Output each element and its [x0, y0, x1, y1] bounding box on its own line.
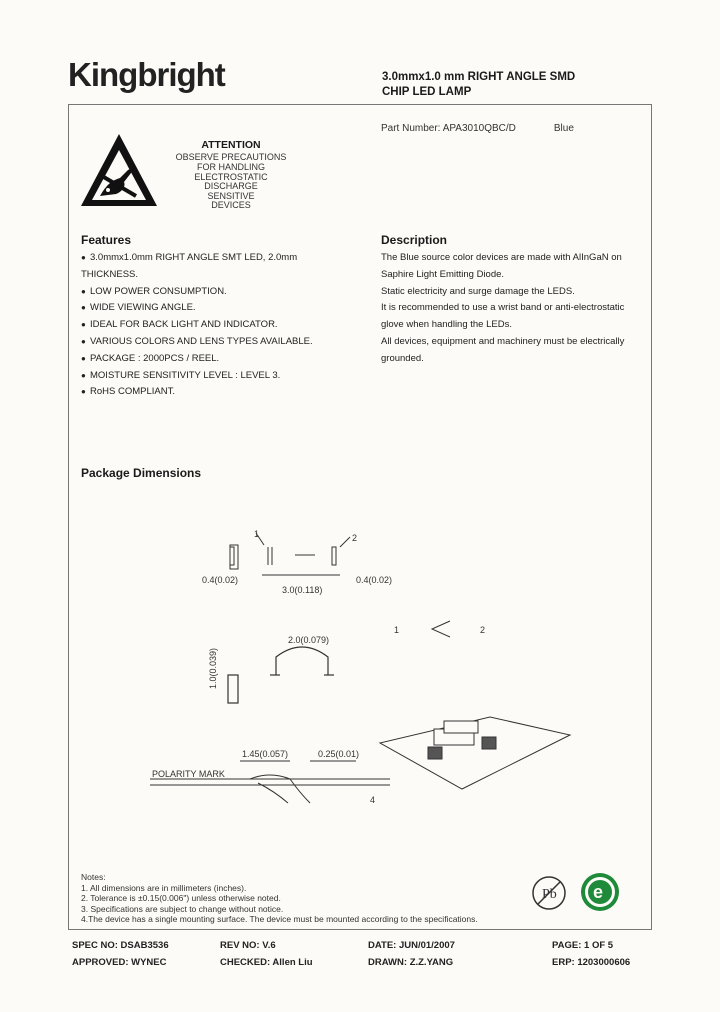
notes-block [81, 872, 478, 925]
esd-warning-icon [78, 130, 160, 210]
checked-by: CHECKED: Allen Liu [220, 957, 313, 968]
perspective-view [380, 717, 570, 789]
document-title [382, 70, 575, 100]
description-line: It is recommended to use a wrist band or anti-electrostatic [381, 302, 625, 314]
feature-item: ● IDEAL FOR BACK LIGHT AND INDICATOR. [81, 317, 351, 334]
revision-number: REV NO: V.6 [220, 940, 276, 951]
date: DATE: JUN/01/2007 [368, 940, 455, 951]
rohs-badge [578, 870, 622, 914]
note-line: 4.The device has a single mounting surface. The device must be mounted according to the specifications. [81, 914, 478, 924]
package-heading: Package Dimensions [81, 466, 202, 480]
top-view [230, 533, 350, 575]
pin1-label: 1 [254, 529, 260, 539]
pcb-dim-1: 1.45(0.057) [242, 749, 289, 759]
feature-item: ● WIDE VIEWING ANGLE. [81, 300, 351, 317]
attention-line: ELECTROSTATIC [194, 172, 268, 182]
brand-logo: Kingbright [68, 56, 225, 93]
approved-by: APPROVED: WYNEC [72, 957, 167, 968]
description-line: Static electricity and surge damage the LEDS. [381, 285, 575, 297]
polarity-label: 1 [394, 625, 400, 635]
attention-title: ATTENTION [201, 139, 261, 151]
side-dim-label: 1.0(0.039) [208, 647, 218, 689]
feature-item: ● VARIOUS COLORS AND LENS TYPES AVAILABLE. [81, 334, 351, 351]
feature-item: ● 3.0mmx1.0mm RIGHT ANGLE SMT LED, 2.0mm [81, 250, 351, 267]
note-ref: 4 [370, 795, 376, 805]
note-line: 3. Specifications are subject to change without notice. [81, 903, 284, 914]
description-line: All devices, equipment and machinery must be electrically [381, 335, 625, 347]
feature-item: ● MOISTURE SENSITIVITY LEVEL : LEVEL 3. [81, 368, 351, 385]
attention-line: DISCHARGE [204, 181, 258, 191]
package-drawing [150, 525, 580, 825]
notes-title: Notes: [81, 872, 106, 882]
page-number: PAGE: 1 OF 5 [552, 940, 614, 951]
description-text [381, 250, 651, 368]
pin2-label: 2 [352, 533, 358, 543]
spec-number: SPEC NO: DSAB3536 [72, 940, 169, 951]
note-line: 2. Tolerance is ±0.15(0.006") unless otherwise noted. [81, 893, 281, 903]
features-list [81, 250, 351, 401]
front-view [228, 647, 334, 703]
drawn-by: DRAWN: Z.Z.YANG [368, 957, 454, 968]
description-line: glove when handling the LEDs. [381, 319, 512, 331]
pb-badge-text: Pb [542, 887, 557, 902]
rohs-badge-text: e [593, 882, 604, 902]
side-profile [150, 761, 390, 803]
note-line: 1. All dimensions are in millimeters (inches). [81, 882, 247, 893]
attention-line: OBSERVE PRECAUTIONS [175, 152, 287, 162]
attention-line: DEVICES [211, 200, 251, 210]
feature-item: ● LOW POWER CONSUMPTION. [81, 284, 351, 301]
feature-item: THICKNESS. [81, 268, 139, 280]
erp-number: ERP: 1203000606 [552, 957, 631, 968]
title-line-1: 3.0mmx1.0 mm RIGHT ANGLE SMD [382, 71, 576, 83]
features-heading: Features [81, 233, 132, 247]
attention-line: FOR HANDLING [196, 162, 265, 172]
feature-item: ● RoHS COMPLIANT. [81, 384, 351, 401]
part-number [381, 123, 574, 134]
pcb-dim-2: 0.25(0.01) [318, 749, 360, 759]
pcb-label: POLARITY MARK [152, 769, 225, 779]
arc-dim-label: 2.0(0.079) [288, 635, 330, 645]
polarity-label-2: 2 [480, 625, 486, 635]
description-line: Saphire Light Emitting Diode. [381, 268, 505, 280]
polarity-symbol [432, 621, 450, 637]
dim-left: 0.4(0.02) [202, 575, 239, 585]
feature-item: ● PACKAGE : 2000PCS / REEL. [81, 351, 351, 368]
part-number-label: Part Number: APA3010QBC/D [381, 123, 516, 134]
description-heading: Description [381, 233, 448, 247]
pb-free-badge [530, 874, 568, 912]
attention-line: SENSITIVE [207, 191, 255, 201]
part-color: Blue [553, 123, 574, 134]
description-line: The Blue source color devices are made with AlInGaN on [381, 252, 622, 263]
description-line: grounded. [381, 352, 424, 364]
dim-right: 0.4(0.02) [356, 575, 393, 585]
title-line-2: CHIP LED LAMP [382, 86, 472, 98]
dim-width: 3.0(0.118) [282, 585, 323, 595]
